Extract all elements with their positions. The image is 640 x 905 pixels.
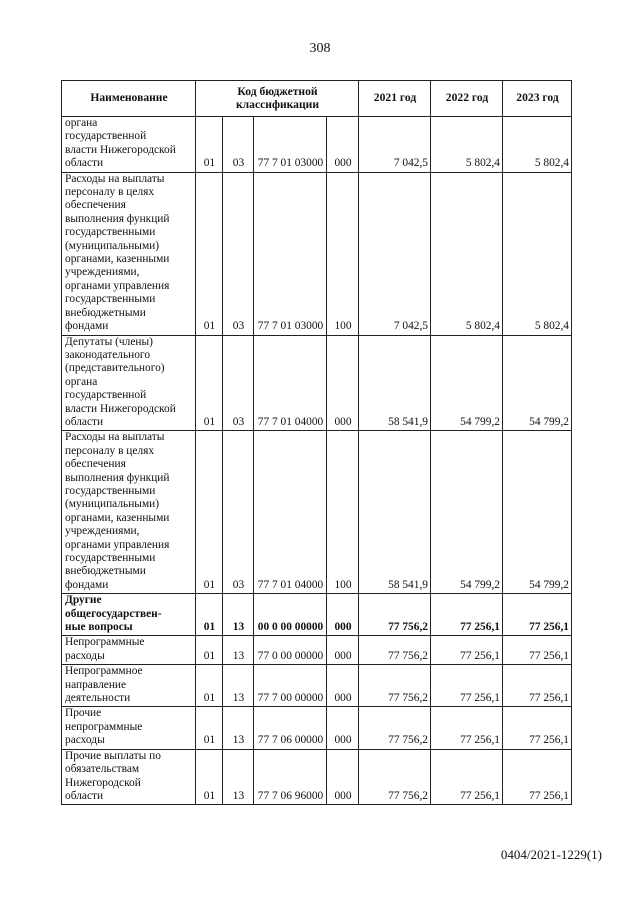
cell-subsection: 13 — [223, 665, 254, 707]
row-name-line: выполнения функций — [65, 212, 170, 225]
row-name-line: выполнения функций — [65, 471, 170, 484]
row-name-line: органа — [65, 375, 98, 388]
cell-target-article: 77 7 01 03000 — [254, 172, 327, 335]
cell-amount-2022: 77 256,1 — [431, 707, 503, 749]
header-name: Наименование — [62, 81, 196, 117]
document-code: 0404/2021-1229(1) — [500, 847, 602, 862]
page-number: 308 — [309, 41, 331, 56]
row-name-line: области — [65, 789, 104, 802]
header-2021: 2021 год — [359, 81, 431, 117]
row-name-line: внебюджетными — [65, 565, 146, 578]
cell-amount-2023: 5 802,4 — [503, 117, 572, 173]
cell-amount-2021: 7 042,5 — [359, 172, 431, 335]
cell-subsection: 13 — [223, 707, 254, 749]
cell-target-article: 77 7 01 04000 — [254, 431, 327, 594]
row-name-line: области — [65, 415, 104, 428]
table-header-row — [62, 81, 572, 117]
cell-target-article: 77 7 00 00000 — [254, 665, 327, 707]
row-name-line: власти Нижегородской — [65, 402, 176, 415]
table-row — [62, 707, 572, 749]
row-name-line: Непрограммные — [65, 636, 145, 649]
row-name-line: органами управления — [65, 538, 170, 551]
table-row — [62, 749, 572, 805]
row-name-line: Расходы на выплаты — [65, 431, 165, 444]
row-name-line: общегосударствен- — [65, 607, 162, 620]
cell-amount-2023: 77 256,1 — [503, 636, 572, 665]
cell-amount-2021: 77 756,2 — [359, 749, 431, 805]
row-name-line: деятельности — [65, 692, 131, 705]
cell-expense-type: 100 — [327, 172, 359, 335]
cell-amount-2022: 5 802,4 — [431, 172, 503, 335]
header-2022: 2022 год — [431, 81, 503, 117]
cell-expense-type: 000 — [327, 749, 359, 805]
cell-subsection: 13 — [223, 636, 254, 665]
cell-subsection: 13 — [223, 594, 254, 636]
table-row — [62, 172, 572, 335]
row-name — [62, 749, 196, 805]
cell-amount-2023: 77 256,1 — [503, 665, 572, 707]
cell-subsection: 03 — [223, 431, 254, 594]
row-name-line: органами управления — [65, 279, 170, 292]
cell-amount-2023: 54 799,2 — [503, 431, 572, 594]
row-name — [62, 665, 196, 707]
row-name-line: Прочие — [65, 707, 102, 720]
cell-section: 01 — [196, 172, 223, 335]
row-name-line: органа — [65, 117, 98, 129]
row-name-line: Непрограммное — [65, 665, 143, 678]
cell-amount-2022: 77 256,1 — [431, 594, 503, 636]
table-row — [62, 665, 572, 707]
cell-amount-2021: 58 541,9 — [359, 431, 431, 594]
cell-section: 01 — [196, 707, 223, 749]
cell-amount-2022: 5 802,4 — [431, 117, 503, 173]
cell-expense-type: 000 — [327, 636, 359, 665]
row-name-line: законодательного — [65, 348, 151, 361]
cell-target-article: 77 7 01 04000 — [254, 335, 327, 431]
cell-section: 01 — [196, 636, 223, 665]
cell-amount-2023: 77 256,1 — [503, 707, 572, 749]
row-name-line: обеспечения — [65, 199, 126, 212]
row-name-line: государственными — [65, 226, 156, 239]
cell-target-article: 77 7 01 03000 — [254, 117, 327, 173]
cell-amount-2023: 77 256,1 — [503, 749, 572, 805]
row-name-line: органами, казенными — [65, 511, 170, 524]
row-name-line: органами, казенными — [65, 253, 170, 266]
row-name — [62, 117, 196, 173]
cell-amount-2023: 54 799,2 — [503, 335, 572, 431]
row-name-line: государственными — [65, 293, 156, 306]
row-name-line: направление — [65, 678, 127, 691]
header-budget-code: Код бюджетной классификации — [196, 81, 359, 117]
cell-target-article: 77 7 06 96000 — [254, 749, 327, 805]
table-row — [62, 335, 572, 431]
table-row — [62, 431, 572, 594]
row-name — [62, 707, 196, 749]
cell-section: 01 — [196, 335, 223, 431]
table-row — [62, 117, 572, 173]
row-name-line: внебюджетными — [65, 306, 146, 319]
table-body — [62, 117, 572, 805]
cell-amount-2021: 77 756,2 — [359, 707, 431, 749]
row-name-line: государственной — [65, 130, 147, 143]
row-name-line: (представительного) — [65, 362, 165, 375]
cell-amount-2023: 5 802,4 — [503, 172, 572, 335]
cell-expense-type: 100 — [327, 431, 359, 594]
row-name — [62, 636, 196, 665]
row-name-line: расходы — [65, 734, 105, 747]
cell-section: 01 — [196, 665, 223, 707]
row-name-line: персоналу в целях — [65, 444, 155, 457]
cell-target-article: 77 7 06 00000 — [254, 707, 327, 749]
header-2023: 2023 год — [503, 81, 572, 117]
row-name-line: Прочие выплаты по — [65, 749, 161, 762]
cell-amount-2023: 77 256,1 — [503, 594, 572, 636]
row-name — [62, 431, 196, 594]
cell-section: 01 — [196, 117, 223, 173]
row-name-line: Нижегородской — [65, 776, 141, 789]
row-name — [62, 594, 196, 636]
cell-expense-type: 000 — [327, 594, 359, 636]
row-name-line: непрограммные — [65, 720, 143, 733]
row-name — [62, 335, 196, 431]
cell-amount-2022: 54 799,2 — [431, 335, 503, 431]
cell-subsection: 03 — [223, 335, 254, 431]
cell-amount-2021: 77 756,2 — [359, 665, 431, 707]
row-name-line: обязательствам — [65, 763, 140, 776]
row-name-line: Расходы на выплаты — [65, 172, 165, 185]
table-row — [62, 594, 572, 636]
row-name-line: фондами — [65, 320, 109, 333]
row-name — [62, 172, 196, 335]
row-name-line: персоналу в целях — [65, 186, 155, 199]
row-name-line: государственными — [65, 552, 156, 564]
row-name-line: фондами — [65, 578, 109, 591]
cell-amount-2022: 77 256,1 — [431, 636, 503, 665]
cell-amount-2021: 58 541,9 — [359, 335, 431, 431]
cell-target-article: 77 0 00 00000 — [254, 636, 327, 665]
table-row — [62, 636, 572, 665]
cell-amount-2021: 7 042,5 — [359, 117, 431, 173]
row-name-line: (муниципальными) — [65, 239, 160, 252]
cell-subsection: 03 — [223, 172, 254, 335]
row-name-line: (муниципальными) — [65, 498, 160, 511]
cell-expense-type: 000 — [327, 707, 359, 749]
row-name-line: Депутаты (члены) — [65, 335, 153, 348]
cell-section: 01 — [196, 749, 223, 805]
cell-subsection: 03 — [223, 117, 254, 173]
row-name-line: учреждениями, — [65, 525, 140, 538]
row-name-line: ные вопросы — [65, 621, 133, 634]
cell-amount-2022: 77 256,1 — [431, 749, 503, 805]
row-name-line: государственной — [65, 389, 147, 402]
cell-amount-2021: 77 756,2 — [359, 636, 431, 665]
cell-expense-type: 000 — [327, 665, 359, 707]
cell-amount-2022: 54 799,2 — [431, 431, 503, 594]
cell-subsection: 13 — [223, 749, 254, 805]
budget-table — [61, 80, 572, 805]
row-name-line: обеспечения — [65, 458, 126, 471]
cell-expense-type: 000 — [327, 117, 359, 173]
cell-expense-type: 000 — [327, 335, 359, 431]
cell-amount-2022: 77 256,1 — [431, 665, 503, 707]
cell-amount-2021: 77 756,2 — [359, 594, 431, 636]
cell-target-article: 00 0 00 00000 — [254, 594, 327, 636]
row-name-line: области — [65, 157, 104, 170]
cell-section: 01 — [196, 431, 223, 594]
cell-section: 01 — [196, 594, 223, 636]
row-name-line: Другие — [65, 594, 102, 607]
row-name-line: власти Нижегородской — [65, 143, 176, 156]
row-name-line: учреждениями, — [65, 266, 140, 279]
row-name-line: расходы — [65, 649, 105, 662]
row-name-line: государственными — [65, 484, 156, 497]
